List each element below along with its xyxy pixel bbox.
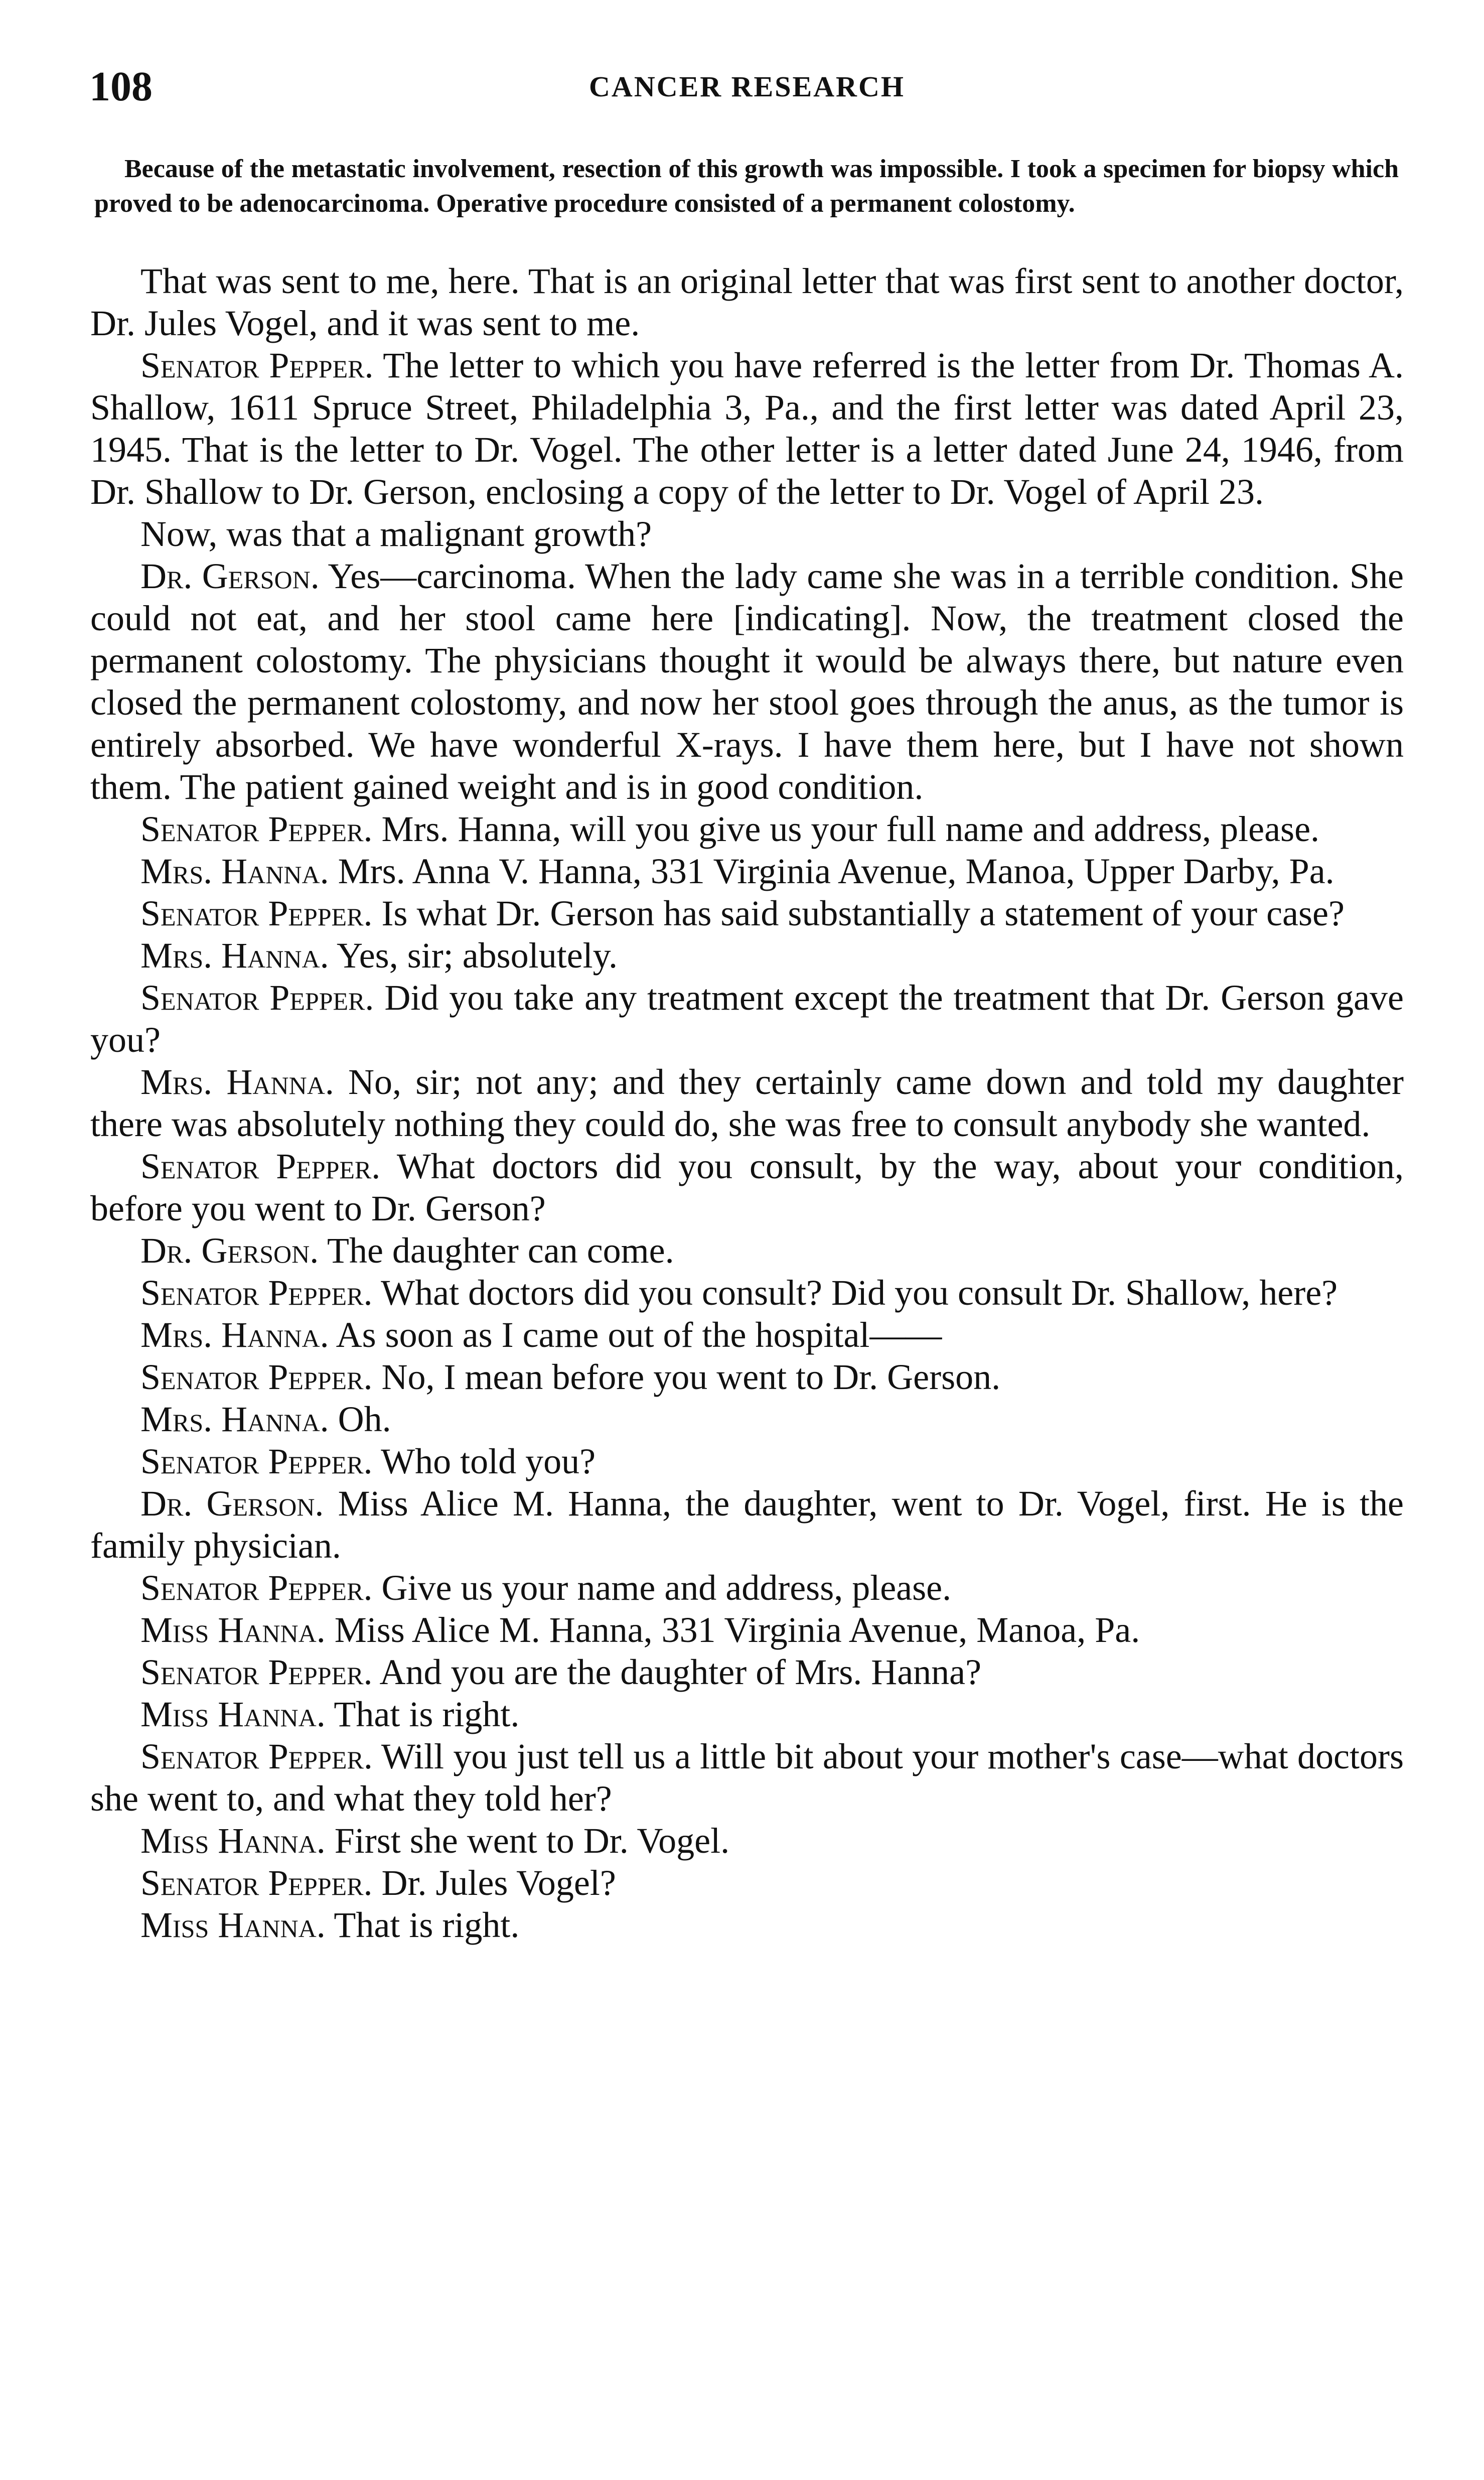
speaker-name: Mrs. Hanna. [140, 935, 329, 976]
speaker-name: Miss Hanna. [140, 1821, 326, 1861]
speaker-name: Senator Pepper. [140, 1273, 373, 1313]
speaker-name: Senator Pepper. [140, 978, 374, 1018]
running-title: CANCER RESEARCH [589, 70, 905, 103]
transcript-paragraph [90, 1693, 1404, 1735]
transcript-paragraph [90, 808, 1404, 850]
transcript-paragraph [90, 977, 1404, 1061]
speech-text: That was sent to me, here. That is an original letter that was first sent to another doctor, Dr. Jules Vogel, and it was sent to me. [90, 261, 1404, 343]
speech-text: Yes, sir; absolutely. [336, 935, 618, 976]
speech-text: Miss Alice M. Hanna, 331 Virginia Avenue, Manoa, Pa. [334, 1610, 1140, 1650]
speech-text: Did you take any treatment except the treatment that Dr. Gerson gave you? [90, 978, 1404, 1060]
transcript-paragraph [90, 1482, 1404, 1567]
transcript-paragraph [90, 1356, 1404, 1398]
transcript-paragraph [90, 1061, 1404, 1145]
speech-text: The letter to which you have referred is the letter from Dr. Thomas A. Shallow, 1611 Spruce Street, Philadelphia 3, Pa., and the first letter was dated April 23, 1945. That is the letter to Dr. Vogel. The other letter is a letter dated June 24, 1946, from Dr. Shallow to Dr. Gerson, enclosing a copy of the letter to Dr. Vogel of April 23. [90, 345, 1404, 512]
speech-text: The daughter can come. [327, 1230, 674, 1271]
speaker-name: Senator Pepper. [140, 1863, 373, 1903]
transcript-paragraph [90, 260, 1404, 344]
speech-text: Who told you? [381, 1441, 596, 1481]
transcript-paragraph [90, 344, 1404, 513]
transcript-paragraph [90, 513, 1404, 555]
speech-text: That is right. [334, 1694, 520, 1734]
transcript-paragraph [90, 1651, 1404, 1693]
speech-text: First she went to Dr. Vogel. [334, 1821, 730, 1861]
transcript-paragraph [90, 934, 1404, 977]
transcript-paragraph [90, 1440, 1404, 1482]
speech-text: No, sir; not any; and they certainly came down and told my daughter there was absolutely nothing they could do, she was free to consult anybody she wanted. [90, 1062, 1404, 1144]
transcript-paragraph [90, 1314, 1404, 1356]
speech-text: What doctors did you consult, by the way, about your condition, before you went to Dr. Gerson? [90, 1146, 1404, 1228]
speaker-name: Senator Pepper. [140, 1652, 373, 1692]
speaker-name: Senator Pepper. [140, 1736, 373, 1776]
speaker-name: Senator Pepper. [140, 1357, 373, 1397]
speech-text: Give us your name and address, please. [381, 1568, 952, 1608]
page-header [89, 59, 1405, 114]
transcript-paragraph [90, 1272, 1404, 1314]
transcript-body [90, 260, 1404, 1946]
speech-text: Dr. Jules Vogel? [381, 1863, 616, 1903]
speaker-name: Miss Hanna. [140, 1905, 326, 1945]
speech-text: Mrs. Hanna, will you give us your full name and address, please. [381, 809, 1320, 849]
transcript-paragraph [90, 1862, 1404, 1904]
speaker-name: Senator Pepper. [140, 893, 373, 933]
speech-text: Mrs. Anna V. Hanna, 331 Virginia Avenue, Manoa, Upper Darby, Pa. [338, 851, 1334, 891]
speaker-name: Mrs. Hanna. [140, 1315, 329, 1355]
speech-text: Miss Alice M. Hanna, the daughter, went to Dr. Vogel, first. He is the family physician. [90, 1483, 1404, 1566]
transcript-paragraph [90, 1567, 1404, 1609]
speech-text: Now, was that a malignant growth? [140, 514, 652, 554]
transcript-paragraph [90, 1229, 1404, 1272]
speaker-name: Senator Pepper. [140, 1568, 373, 1608]
transcript-paragraph [90, 1820, 1404, 1862]
quoted-letter-excerpt [94, 152, 1399, 221]
speaker-name: Senator Pepper. [140, 1441, 373, 1481]
transcript-paragraph [90, 850, 1404, 892]
speech-text: What doctors did you consult? Did you consult Dr. Shallow, here? [381, 1273, 1338, 1313]
speaker-name: Senator Pepper. [140, 345, 374, 385]
transcript-paragraph [90, 1904, 1404, 1946]
speaker-name: Miss Hanna. [140, 1610, 326, 1650]
speaker-name: Dr. Gerson. [140, 1230, 319, 1271]
speaker-name: Miss Hanna. [140, 1694, 326, 1734]
speaker-name: Dr. Gerson. [140, 1483, 324, 1524]
speech-text: As soon as I came out of the hospital—— [336, 1315, 942, 1355]
speaker-name: Dr. Gerson. [140, 556, 320, 596]
speech-text: Oh. [338, 1399, 391, 1439]
transcript-paragraph [90, 1609, 1404, 1651]
speech-text: That is right. [334, 1905, 520, 1945]
speech-text: Is what Dr. Gerson has said substantially a statement of your case? [381, 893, 1345, 933]
speaker-name: Senator Pepper. [140, 1146, 381, 1186]
page-number: 108 [89, 63, 153, 110]
transcript-paragraph [90, 1735, 1404, 1820]
speech-text: No, I mean before you went to Dr. Gerson. [381, 1357, 1001, 1397]
speaker-name: Senator Pepper. [140, 809, 373, 849]
speaker-name: Mrs. Hanna. [140, 1399, 329, 1439]
transcript-paragraph [90, 1398, 1404, 1440]
quoted-letter-text: Because of the metastatic involvement, resection of this growth was impossible. I took a specimen for biopsy which proved to be adenocarcinoma. Operative procedure consisted of a permanent colostomy. [94, 155, 1399, 218]
speaker-name: Mrs. Hanna. [140, 851, 329, 891]
speaker-name: Mrs. Hanna. [140, 1062, 334, 1102]
speech-text: Yes—carcinoma. When the lady came she was in a terrible condition. She could not eat, and her stool came here [indicating]. Now, the treatment closed the permanent colostomy. The physicians thought it would be always there, but nature even closed the permanent colostomy, and now her stool goes through the anus, as the tumor is entirely absorbed. We have wonderful X-rays. I have them here, but I have not shown them. The patient gained weight and is in good condition. [90, 556, 1404, 807]
transcript-paragraph [90, 555, 1404, 808]
transcript-paragraph [90, 1145, 1404, 1229]
transcript-paragraph [90, 892, 1404, 934]
speech-text: Will you just tell us a little bit about your mother's case—what doctors she went to, and what they told her? [90, 1736, 1404, 1819]
speech-text: And you are the daughter of Mrs. Hanna? [379, 1652, 982, 1692]
